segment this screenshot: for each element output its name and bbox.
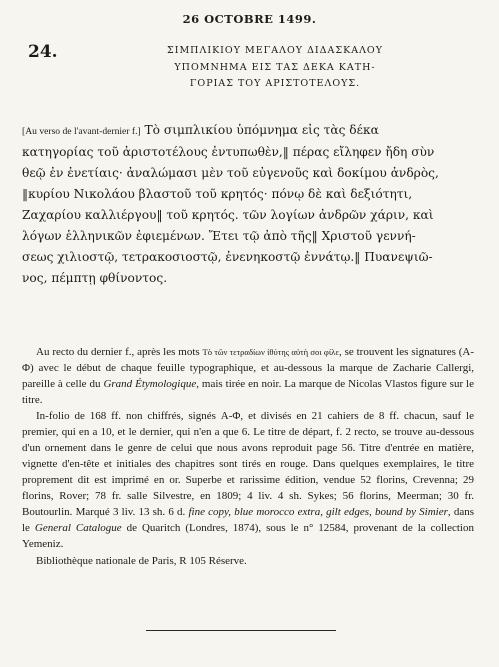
title-line: ΣΙΜΠΛΙΚΙΟΥ ΜΕΓΑΛΟΥ ΔΙΔΑΣΚΑΛΟΥ xyxy=(166,45,383,56)
colophon-note: [Au verso de l'avant-dernier f.] xyxy=(22,126,141,137)
greek-colophon xyxy=(22,120,474,289)
library-location: Bibliothèque nationale de Paris, R 105 Réserve. xyxy=(36,555,247,567)
colophon-line: Ζαχαρίου καλλιέργου‖ τοῦ κρητός. τῶν λογίων ἀνδρῶν χάριν, καὶ xyxy=(22,208,434,222)
italic-title: Grand Étymologique xyxy=(103,378,197,390)
italic-quote: fine copy, blue morocco extra, gilt edges, bound by Simier xyxy=(188,506,448,518)
italic-title: General Catalogue xyxy=(34,522,122,534)
entry-number: 24. xyxy=(28,42,58,62)
title-line: ΓΟΡΙΑΣ ΤΟΥ ΑΡΙΣΤΟΤΕΛΟΥΣ. xyxy=(189,78,361,89)
text-run: , se trouvent les signatures (Α-Φ) avec le début de chaque feuille typographique, et au-dessous la marque de Zacharie Callergi, pareille à celle du xyxy=(22,346,474,390)
text-run: In-folio de 168 ff. non chiffrés, signés Α-Φ, et divisés en 21 cahiers de 8 ff. chacun, sauf le premier, qui en a 10, et le dernier, qui n'en a que 6. Le titre de départ, f. 2 recto, se trouve au-dessous d'un ornement dans le genre de celui que nous avons reproduit page 56. Titre d'entrée en matière, vignette d'en-tête et initiales des chapitres sont tirés en rouge. Dans quelques exemplaires, le titre proprement dit est imprimé en or. Superbe et rarissime édition, vendue 52 florins, Crevenna; 29 florins, Rover; 78 fr. salle Silvestre, en 1809; 4 liv. 4 sh. Sykes; 56 florins, Meerman; 30 fr. Boutourlin. Marqué 3 liv. 13 sh. 6 d. xyxy=(22,410,474,518)
text-run: de Quaritch (Londres, 1874), sous le n° 12584, provenant de la collection Yemeniz. xyxy=(22,522,474,550)
colophon-line: νος, πέμπτῃ φθίνοντος. xyxy=(22,271,168,285)
colophon-line: σεως χιλιοστῷ, τετρακοσιοστῷ, ἐνενηκοστῷ ἐννάτῳ.‖ Πυανεψιῶ- xyxy=(22,250,433,264)
colophon-line: κατηγορίας τοῦ ἀριστοτέλους ἐντυπωθὲν,‖ πέρας εἴληφεν ἤδη σὺν xyxy=(22,145,435,159)
description-paragraph xyxy=(22,408,474,552)
text-run: , dans le xyxy=(22,506,474,534)
closing-rule xyxy=(146,630,336,631)
colophon-line: λόγων ἑλληνικῶν ἐφιεμένων. Ἔτει τῷ ἀπὸ τῆς‖ Χριστοῦ γεννή- xyxy=(22,229,416,243)
colophon-line: ‖κυρίου Νικολάου βλαστοῦ τοῦ κρητός· πόνῳ δὲ καὶ δεξιότητι, xyxy=(22,187,413,201)
colophon-text: Τὸ σιμπλικίου ὑπόμνημα εἰς τὰς δέκα xyxy=(144,123,379,137)
bibliographic-description xyxy=(22,344,474,569)
text-run: , mais tirée en noir. La marque de Nicolas Vlastos figure sur le titre. xyxy=(22,378,474,406)
description-paragraph xyxy=(22,344,474,408)
text-run: Au recto du dernier f., après les mots xyxy=(36,346,203,358)
greek-quote: Τὸ τῶν τετραδίων ἰθύτης αὐτὴ σοι φίλε xyxy=(202,347,339,357)
page-date-heading: 26 OCTOBRE 1499. xyxy=(182,12,317,26)
entry-title xyxy=(80,43,470,93)
colophon-line: θεῷ ἐν ἐνετίαις· ἀναλώμασι μὲν τοῦ εὐγενοῦς καὶ δοκίμου ἀνδρὸς, xyxy=(22,166,439,180)
title-line: ΥΠΟΜΝΗΜΑ ΕΙΣ ΤΑΣ ΔΕΚΑ ΚΑΤΗ- xyxy=(174,61,376,73)
colophon-line xyxy=(22,120,474,142)
